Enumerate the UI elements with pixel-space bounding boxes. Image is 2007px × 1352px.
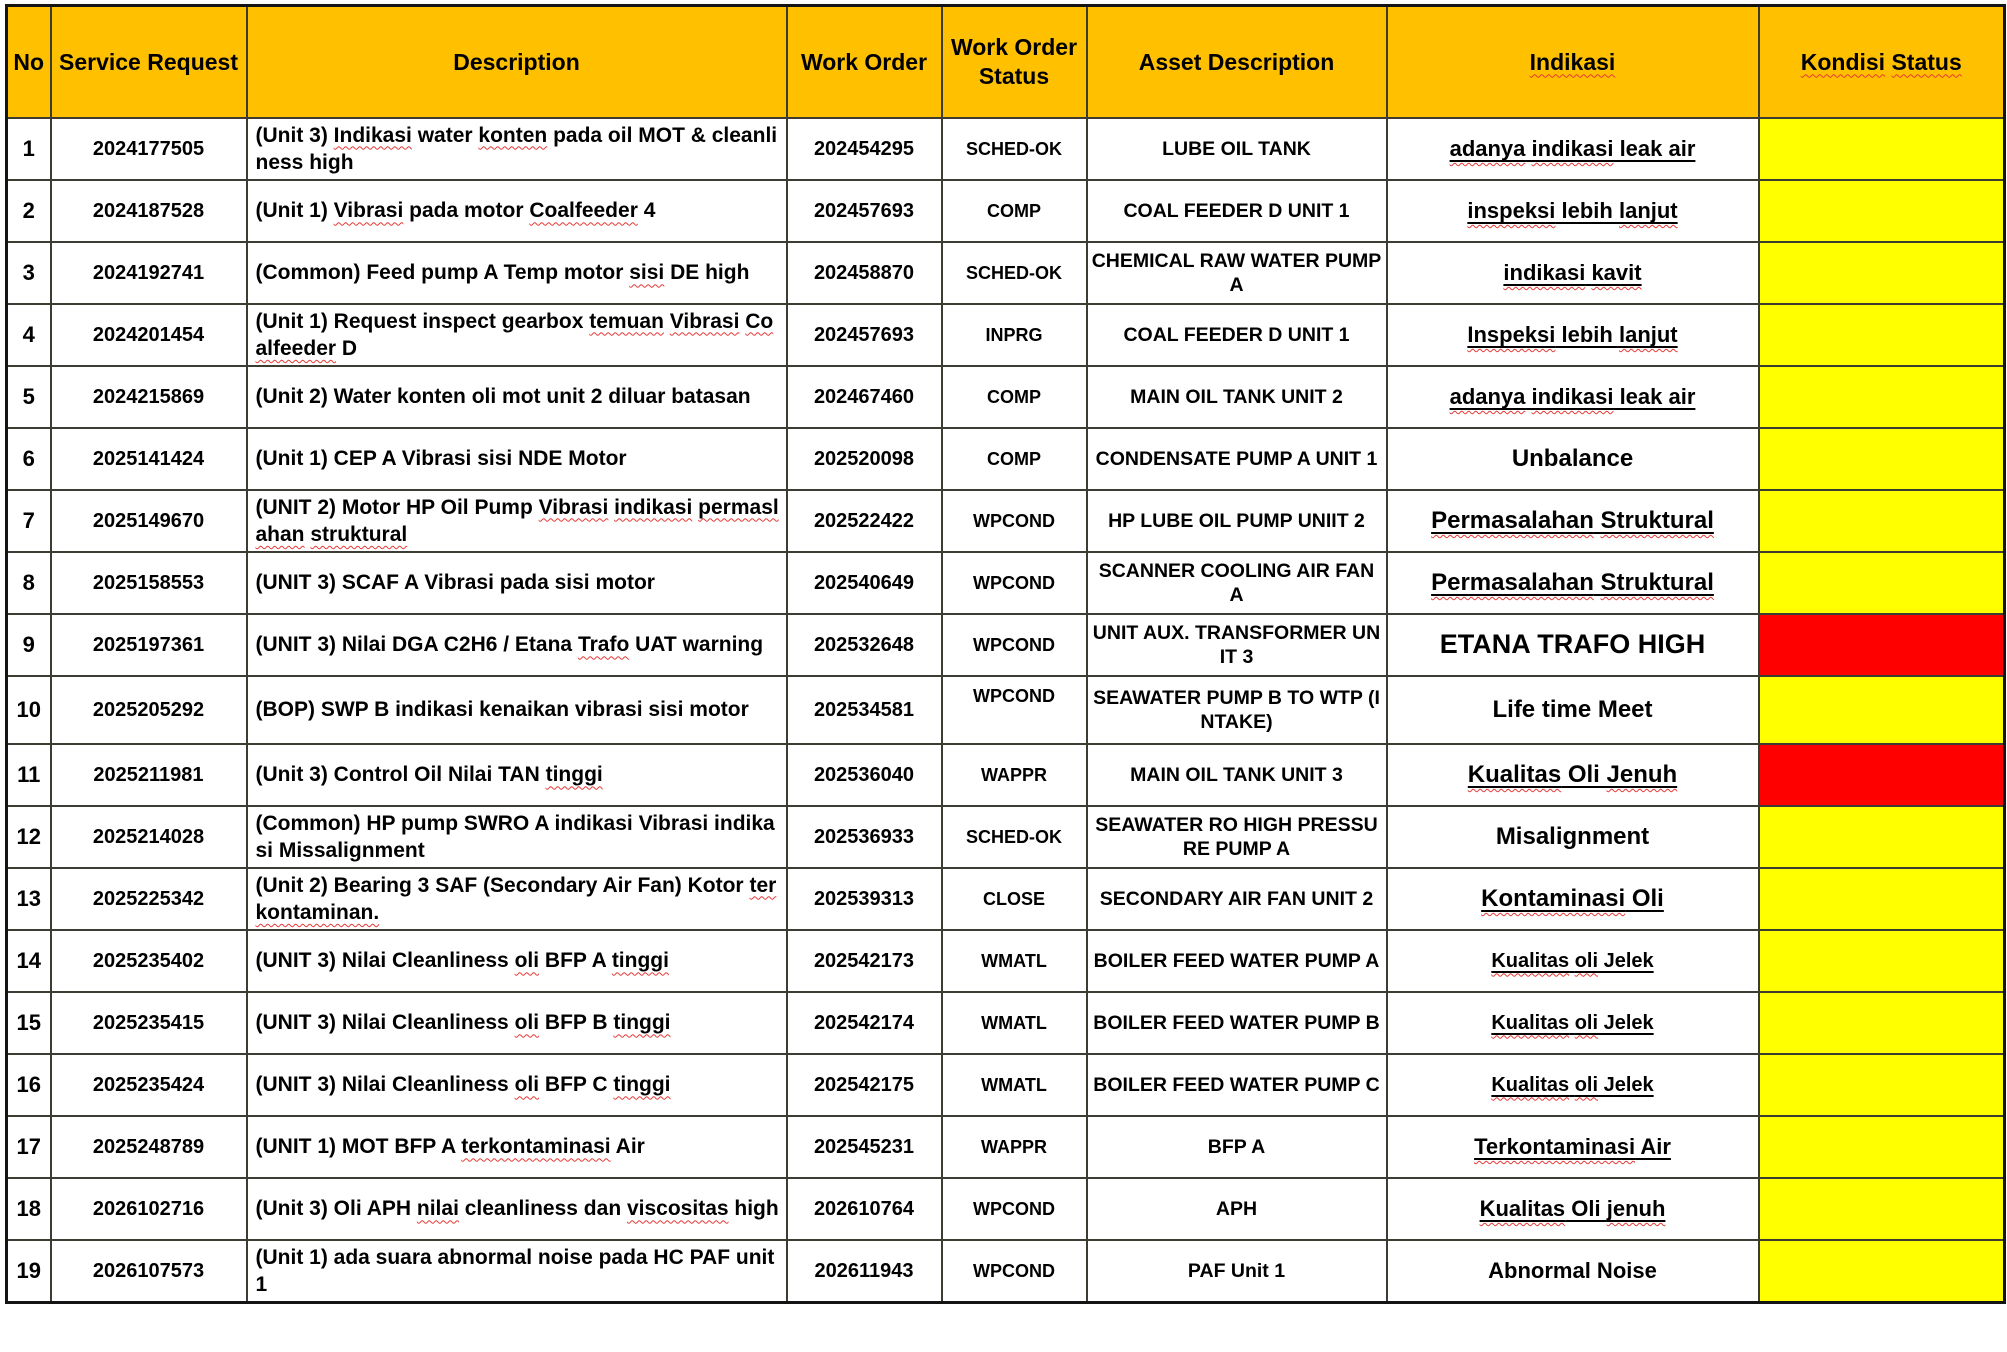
misspelled-word: tinggi	[613, 1011, 671, 1035]
cell-wo-status[interactable]: COMP	[942, 366, 1087, 428]
misspelled-word: oli	[1574, 1011, 1599, 1034]
cell-service-request[interactable]: 2025149670	[51, 490, 247, 552]
cell-description[interactable]: (UNIT 3) Nilai Cleanliness oli BFP B tinggi	[247, 992, 787, 1054]
cell-work-order[interactable]: 202610764	[787, 1178, 942, 1240]
cell-no[interactable]: 8	[7, 552, 51, 614]
table-row	[7, 304, 2005, 366]
table-row	[7, 1178, 2005, 1240]
cell-asset[interactable]: MAIN OIL TANK UNIT 2	[1087, 366, 1387, 428]
indikasi-text: Inspeksi lebih lanjut	[1467, 322, 1678, 347]
cell-work-order[interactable]: 202454295	[787, 118, 942, 180]
cell-indikasi[interactable]	[1387, 304, 1759, 366]
misspelled-word: oli	[514, 1011, 540, 1035]
cell-work-order[interactable]: 202542173	[787, 930, 942, 992]
cell-wo-status[interactable]: SCHED-OK	[942, 242, 1087, 304]
cell-description[interactable]: (BOP) SWP B indikasi kenaikan vibrasi sisi motor	[247, 676, 787, 744]
cell-wo-status[interactable]: WPCOND	[942, 490, 1087, 552]
cell-wo-status[interactable]: WPCOND	[942, 1178, 1087, 1240]
misspelled-word: Vibrasi	[669, 309, 740, 333]
cell-service-request[interactable]: 2024177505	[51, 118, 247, 180]
table-row	[7, 180, 2005, 242]
cell-no[interactable]: 6	[7, 428, 51, 490]
cell-description[interactable]: (Common) HP pump SWRO A indikasi Vibrasi indikasi Missalignment	[247, 806, 787, 868]
indikasi-text: Misalignment	[1495, 823, 1650, 850]
cell-description[interactable]: (UNIT 3) Nilai DGA C2H6 / Etana Trafo UAT warning	[247, 614, 787, 676]
cell-no[interactable]: 2	[7, 180, 51, 242]
cell-work-order[interactable]: 202611943	[787, 1240, 942, 1303]
cell-asset[interactable]: BOILER FEED WATER PUMP A	[1087, 930, 1387, 992]
misspelled-word: inspeksi	[1467, 198, 1556, 223]
cell-asset[interactable]: COAL FEEDER D UNIT 1	[1087, 304, 1387, 366]
table-row	[7, 428, 2005, 490]
cell-no[interactable]: 16	[7, 1054, 51, 1116]
cell-description[interactable]: (Unit 1) Request inspect gearbox temuan Vibrasi Coalfeeder D	[247, 304, 787, 366]
misspelled-word: Permasalahan	[1431, 569, 1594, 596]
cell-wo-status[interactable]: COMP	[942, 428, 1087, 490]
cell-no[interactable]: 15	[7, 992, 51, 1054]
cell-asset[interactable]: SCANNER COOLING AIR FAN A	[1087, 552, 1387, 614]
cell-asset[interactable]: APH	[1087, 1178, 1387, 1240]
cell-kondisi[interactable]	[1759, 242, 2005, 304]
misspelled-word: oli	[514, 949, 540, 973]
cell-service-request[interactable]: 2025141424	[51, 428, 247, 490]
cell-wo-status[interactable]: WPCOND	[942, 1240, 1087, 1303]
cell-asset[interactable]: SEAWATER RO HIGH PRESSURE PUMP A	[1087, 806, 1387, 868]
cell-service-request[interactable]: 2024215869	[51, 366, 247, 428]
cell-kondisi[interactable]	[1759, 676, 2005, 744]
header-wo-status[interactable]: Work Order Status	[942, 6, 1087, 119]
misspelled-word: Kualitas	[1467, 761, 1562, 788]
cell-no[interactable]: 3	[7, 242, 51, 304]
cell-kondisi[interactable]	[1759, 304, 2005, 366]
table-row	[7, 992, 2005, 1054]
cell-wo-status[interactable]: WAPPR	[942, 1116, 1087, 1178]
misspelled-word: indikasi	[1531, 136, 1614, 161]
misspelled-word: temuan	[589, 309, 664, 333]
misspelled-word: lanjut	[1618, 198, 1678, 223]
misspelled-word: indikasi	[1503, 260, 1586, 285]
cell-indikasi[interactable]	[1387, 868, 1759, 930]
header-kondisi[interactable]	[1759, 6, 2005, 119]
table-row	[7, 676, 2005, 744]
misspelled-word: Struktural	[1600, 569, 1714, 596]
cell-asset[interactable]: CHEMICAL RAW WATER PUMP A	[1087, 242, 1387, 304]
cell-kondisi[interactable]	[1759, 490, 2005, 552]
cell-service-request[interactable]: 2025225342	[51, 868, 247, 930]
indikasi-text: Terkontaminasi Air	[1474, 1134, 1671, 1159]
cell-indikasi[interactable]	[1387, 1240, 1759, 1303]
cell-no[interactable]: 17	[7, 1116, 51, 1178]
cell-indikasi[interactable]	[1387, 1054, 1759, 1116]
misspelled-word: Status	[1891, 48, 1962, 75]
misspelled-word: Kondisi	[1800, 48, 1886, 75]
misspelled-word: tinggi	[613, 1073, 671, 1097]
cell-work-order[interactable]: 202536040	[787, 744, 942, 806]
indikasi-text: Kontaminasi Oli	[1481, 885, 1664, 912]
misspelled-word: nilai	[416, 1197, 459, 1221]
header-asset[interactable]: Asset Description	[1087, 6, 1387, 119]
cell-work-order[interactable]: 202457693	[787, 304, 942, 366]
table-header	[7, 6, 2005, 119]
header-indikasi[interactable]	[1387, 6, 1759, 119]
cell-description[interactable]: (Unit 1) CEP A Vibrasi sisi NDE Motor	[247, 428, 787, 490]
cell-no[interactable]: 14	[7, 930, 51, 992]
cell-work-order[interactable]: 202540649	[787, 552, 942, 614]
cell-no[interactable]: 4	[7, 304, 51, 366]
cell-asset[interactable]: MAIN OIL TANK UNIT 3	[1087, 744, 1387, 806]
cell-service-request[interactable]: 2024192741	[51, 242, 247, 304]
misspelled-word: Struktural	[1600, 507, 1714, 534]
cell-wo-status[interactable]: CLOSE	[942, 868, 1087, 930]
cell-kondisi[interactable]	[1759, 1240, 2005, 1303]
cell-work-order[interactable]: 202545231	[787, 1116, 942, 1178]
table-body	[7, 118, 2005, 1303]
table-row	[7, 614, 2005, 676]
misspelled-word: Vibrasi	[333, 199, 404, 223]
cell-indikasi[interactable]	[1387, 118, 1759, 180]
cell-wo-status[interactable]: WPCOND	[942, 676, 1087, 744]
cell-service-request[interactable]: 2025205292	[51, 676, 247, 744]
cell-asset[interactable]: COAL FEEDER D UNIT 1	[1087, 180, 1387, 242]
cell-description[interactable]: (UNIT 2) Motor HP Oil Pump Vibrasi indikasi permaslahan struktural	[247, 490, 787, 552]
cell-asset[interactable]: BOILER FEED WATER PUMP B	[1087, 992, 1387, 1054]
table-row	[7, 490, 2005, 552]
cell-no[interactable]: 5	[7, 366, 51, 428]
misspelled-word: jenuh	[1606, 1196, 1666, 1221]
misspelled-word: oli	[1574, 1073, 1599, 1096]
misspelled-word: lanjut	[1618, 322, 1678, 347]
cell-asset[interactable]: BOILER FEED WATER PUMP C	[1087, 1054, 1387, 1116]
cell-indikasi[interactable]	[1387, 992, 1759, 1054]
indikasi-text: Kualitas oli Jelek	[1491, 949, 1654, 972]
cell-no[interactable]: 1	[7, 118, 51, 180]
cell-asset[interactable]: PAF Unit 1	[1087, 1240, 1387, 1303]
cell-kondisi[interactable]	[1759, 428, 2005, 490]
misspelled-word: Coalfeeder	[255, 309, 774, 360]
cell-description[interactable]: (Unit 2) Water konten oli mot unit 2 diluar batasan	[247, 366, 787, 428]
indikasi-text: ETANA TRAFO HIGH	[1439, 629, 1706, 660]
cell-description[interactable]: (Unit 2) Bearing 3 SAF (Secondary Air Fan) Kotor terkontaminan.	[247, 868, 787, 930]
cell-asset[interactable]: BFP A	[1087, 1116, 1387, 1178]
cell-indikasi[interactable]	[1387, 744, 1759, 806]
cell-work-order[interactable]: 202536933	[787, 806, 942, 868]
cell-kondisi[interactable]	[1759, 868, 2005, 930]
header-service-request[interactable]: Service Request	[51, 6, 247, 119]
cell-wo-status[interactable]: WMATL	[942, 930, 1087, 992]
table-row	[7, 806, 2005, 868]
cell-kondisi[interactable]	[1759, 366, 2005, 428]
cell-description[interactable]: (UNIT 3) Nilai Cleanliness oli BFP A tinggi	[247, 930, 787, 992]
cell-indikasi[interactable]	[1387, 552, 1759, 614]
cell-kondisi[interactable]	[1759, 930, 2005, 992]
misspelled-word: Kualitas	[1491, 1011, 1570, 1034]
cell-indikasi[interactable]	[1387, 366, 1759, 428]
cell-wo-status[interactable]: WPCOND	[942, 552, 1087, 614]
cell-indikasi[interactable]	[1387, 614, 1759, 676]
cell-wo-status[interactable]: WPCOND	[942, 614, 1087, 676]
header-description[interactable]: Description	[247, 6, 787, 119]
misspelled-word: sisi	[629, 261, 665, 285]
misspelled-word: Indikasi	[1529, 48, 1616, 75]
cell-description[interactable]: (Unit 3) Control Oil Nilai TAN tinggi	[247, 744, 787, 806]
cell-description[interactable]: (UNIT 3) SCAF A Vibrasi pada sisi motor	[247, 552, 787, 614]
cell-no[interactable]: 10	[7, 676, 51, 744]
table-row	[7, 1240, 2005, 1303]
misspelled-word: struktural	[310, 523, 408, 546]
misspelled-word: tinggi	[545, 763, 603, 787]
cell-asset[interactable]: LUBE OIL TANK	[1087, 118, 1387, 180]
cell-indikasi[interactable]	[1387, 242, 1759, 304]
cell-service-request[interactable]: 2024187528	[51, 180, 247, 242]
table-row	[7, 366, 2005, 428]
cell-wo-status[interactable]: INPRG	[942, 304, 1087, 366]
cell-description[interactable]: (UNIT 1) MOT BFP A terkontaminasi Air	[247, 1116, 787, 1178]
cell-service-request[interactable]: 2025248789	[51, 1116, 247, 1178]
cell-service-request[interactable]: 2025235402	[51, 930, 247, 992]
misspelled-word: Terkontaminasi	[1474, 1134, 1636, 1159]
cell-work-order[interactable]: 202457693	[787, 180, 942, 242]
cell-no[interactable]: 18	[7, 1178, 51, 1240]
misspelled-word: viscositas	[626, 1197, 729, 1221]
cell-service-request[interactable]: 2026102716	[51, 1178, 247, 1240]
misspelled-word: tinggi	[611, 949, 669, 973]
misspelled-word: konten	[478, 123, 548, 147]
cell-work-order[interactable]: 202520098	[787, 428, 942, 490]
cell-kondisi[interactable]	[1759, 118, 2005, 180]
cell-wo-status[interactable]: WAPPR	[942, 744, 1087, 806]
cell-kondisi[interactable]	[1759, 806, 2005, 868]
cell-kondisi[interactable]	[1759, 1178, 2005, 1240]
cell-description[interactable]: (Unit 3) Indikasi water konten pada oil MOT & cleanliness high	[247, 118, 787, 180]
cell-no[interactable]: 7	[7, 490, 51, 552]
misspelled-word: adanya	[1449, 136, 1526, 161]
cell-no[interactable]: 12	[7, 806, 51, 868]
cell-asset[interactable]: CONDENSATE PUMP A UNIT 1	[1087, 428, 1387, 490]
cell-indikasi[interactable]	[1387, 490, 1759, 552]
indikasi-text	[1503, 260, 1641, 285]
table-row	[7, 1116, 2005, 1178]
cell-kondisi[interactable]	[1759, 180, 2005, 242]
cell-wo-status[interactable]: COMP	[942, 180, 1087, 242]
cell-asset[interactable]: SEAWATER PUMP B TO WTP (INTAKE)	[1087, 676, 1387, 744]
cell-service-request[interactable]: 2025158553	[51, 552, 247, 614]
cell-work-order[interactable]: 202542174	[787, 992, 942, 1054]
cell-service-request[interactable]: 2025197361	[51, 614, 247, 676]
misspelled-word: oli	[514, 1073, 540, 1097]
cell-asset[interactable]: UNIT AUX. TRANSFORMER UNIT 3	[1087, 614, 1387, 676]
table-row	[7, 744, 2005, 806]
cell-kondisi[interactable]	[1759, 992, 2005, 1054]
cell-kondisi[interactable]	[1759, 552, 2005, 614]
cell-service-request[interactable]: 2024201454	[51, 304, 247, 366]
misspelled-word: oli	[1574, 949, 1599, 972]
header-work-order[interactable]: Work Order	[787, 6, 942, 119]
table-row	[7, 1054, 2005, 1116]
cell-work-order[interactable]: 202534581	[787, 676, 942, 744]
misspelled-word: Trafo	[577, 633, 630, 657]
misspelled-word: terkontaminasi	[461, 1135, 611, 1159]
cell-service-request[interactable]: 2025235415	[51, 992, 247, 1054]
cell-no[interactable]: 19	[7, 1240, 51, 1303]
misspelled-word: Vibrasi	[538, 495, 609, 519]
header-row	[7, 6, 2005, 119]
cell-no[interactable]: 11	[7, 744, 51, 806]
indikasi-text: Life time Meet	[1492, 696, 1653, 723]
table-row	[7, 118, 2005, 180]
cell-wo-status[interactable]: SCHED-OK	[942, 118, 1087, 180]
cell-wo-status[interactable]: SCHED-OK	[942, 806, 1087, 868]
cell-indikasi[interactable]	[1387, 428, 1759, 490]
misspelled-word: Kontaminasi	[1481, 885, 1626, 912]
indikasi-text: Kualitas oli Jelek	[1491, 1011, 1654, 1034]
cell-service-request[interactable]: 2026107573	[51, 1240, 247, 1303]
cell-indikasi[interactable]	[1387, 806, 1759, 868]
indikasi-text: adanya indikasi leak air	[1449, 136, 1696, 161]
cell-no[interactable]: 13	[7, 868, 51, 930]
cell-wo-status[interactable]: WMATL	[942, 992, 1087, 1054]
indikasi-text: Unbalance	[1511, 445, 1634, 472]
cell-work-order[interactable]: 202539313	[787, 868, 942, 930]
cell-work-order[interactable]: 202458870	[787, 242, 942, 304]
cell-description[interactable]: (Common) Feed pump A Temp motor sisi DE high	[247, 242, 787, 304]
table-row	[7, 930, 2005, 992]
indikasi-text	[1431, 569, 1714, 596]
cell-service-request[interactable]: 2025211981	[51, 744, 247, 806]
cell-service-request[interactable]: 2025214028	[51, 806, 247, 868]
misspelled-word: kavit	[1591, 260, 1642, 285]
misspelled-word: Kualitas	[1479, 1196, 1566, 1221]
cell-kondisi[interactable]	[1759, 1116, 2005, 1178]
indikasi-text: Abnormal Noise	[1488, 1258, 1657, 1283]
misspelled-word: Kualitas	[1491, 949, 1570, 972]
cell-indikasi[interactable]	[1387, 1178, 1759, 1240]
cell-no[interactable]: 9	[7, 614, 51, 676]
misspelled-word: indikasi	[1531, 384, 1614, 409]
indikasi-text: Kualitas Oli Jenuh	[1467, 761, 1678, 788]
cell-description[interactable]: (Unit 1) ada suara abnormal noise pada HC PAF unit 1	[247, 1240, 787, 1303]
cell-work-order[interactable]: 202467460	[787, 366, 942, 428]
misspelled-word: Inspeksi	[1467, 322, 1556, 347]
cell-description[interactable]: (UNIT 3) Nilai Cleanliness oli BFP C tinggi	[247, 1054, 787, 1116]
table-row	[7, 868, 2005, 930]
misspelled-word: Indikasi	[333, 123, 412, 147]
cell-indikasi[interactable]	[1387, 930, 1759, 992]
table-row	[7, 242, 2005, 304]
cell-work-order[interactable]: 202532648	[787, 614, 942, 676]
cell-work-order[interactable]: 202542175	[787, 1054, 942, 1116]
cell-service-request[interactable]: 2025235424	[51, 1054, 247, 1116]
misspelled-word: permaslahan	[255, 495, 779, 546]
misspelled-word: Coalfeeder	[529, 199, 638, 223]
service-request-table	[5, 4, 2006, 1304]
cell-asset[interactable]: HP LUBE OIL PUMP UNIIT 2	[1087, 490, 1387, 552]
cell-kondisi[interactable]	[1759, 1054, 2005, 1116]
cell-description[interactable]: (Unit 1) Vibrasi pada motor Coalfeeder 4	[247, 180, 787, 242]
indikasi-text: Kualitas Oli jenuh	[1479, 1196, 1666, 1221]
misspelled-word: terkontaminan.	[255, 873, 777, 924]
indikasi-text: adanya indikasi leak air	[1449, 384, 1696, 409]
cell-kondisi[interactable]	[1759, 744, 2005, 806]
indikasi-text	[1431, 507, 1714, 534]
indikasi-text: Kualitas oli Jelek	[1491, 1073, 1654, 1096]
cell-wo-status[interactable]: WMATL	[942, 1054, 1087, 1116]
cell-work-order[interactable]: 202522422	[787, 490, 942, 552]
misspelled-word: Permasalahan	[1431, 507, 1594, 534]
cell-indikasi[interactable]	[1387, 1116, 1759, 1178]
header-no[interactable]: No	[7, 6, 51, 119]
cell-indikasi[interactable]	[1387, 180, 1759, 242]
cell-kondisi[interactable]	[1759, 614, 2005, 676]
misspelled-word: adanya	[1449, 384, 1526, 409]
cell-indikasi[interactable]	[1387, 676, 1759, 744]
misspelled-word: indikasi	[614, 495, 693, 519]
cell-description[interactable]: (Unit 3) Oli APH nilai cleanliness dan viscositas high	[247, 1178, 787, 1240]
indikasi-text: inspeksi lebih lanjut	[1467, 198, 1678, 223]
misspelled-word: Jenuh	[1606, 761, 1678, 788]
misspelled-word: Kualitas	[1491, 1073, 1570, 1096]
table-row	[7, 552, 2005, 614]
cell-asset[interactable]: SECONDARY AIR FAN UNIT 2	[1087, 868, 1387, 930]
